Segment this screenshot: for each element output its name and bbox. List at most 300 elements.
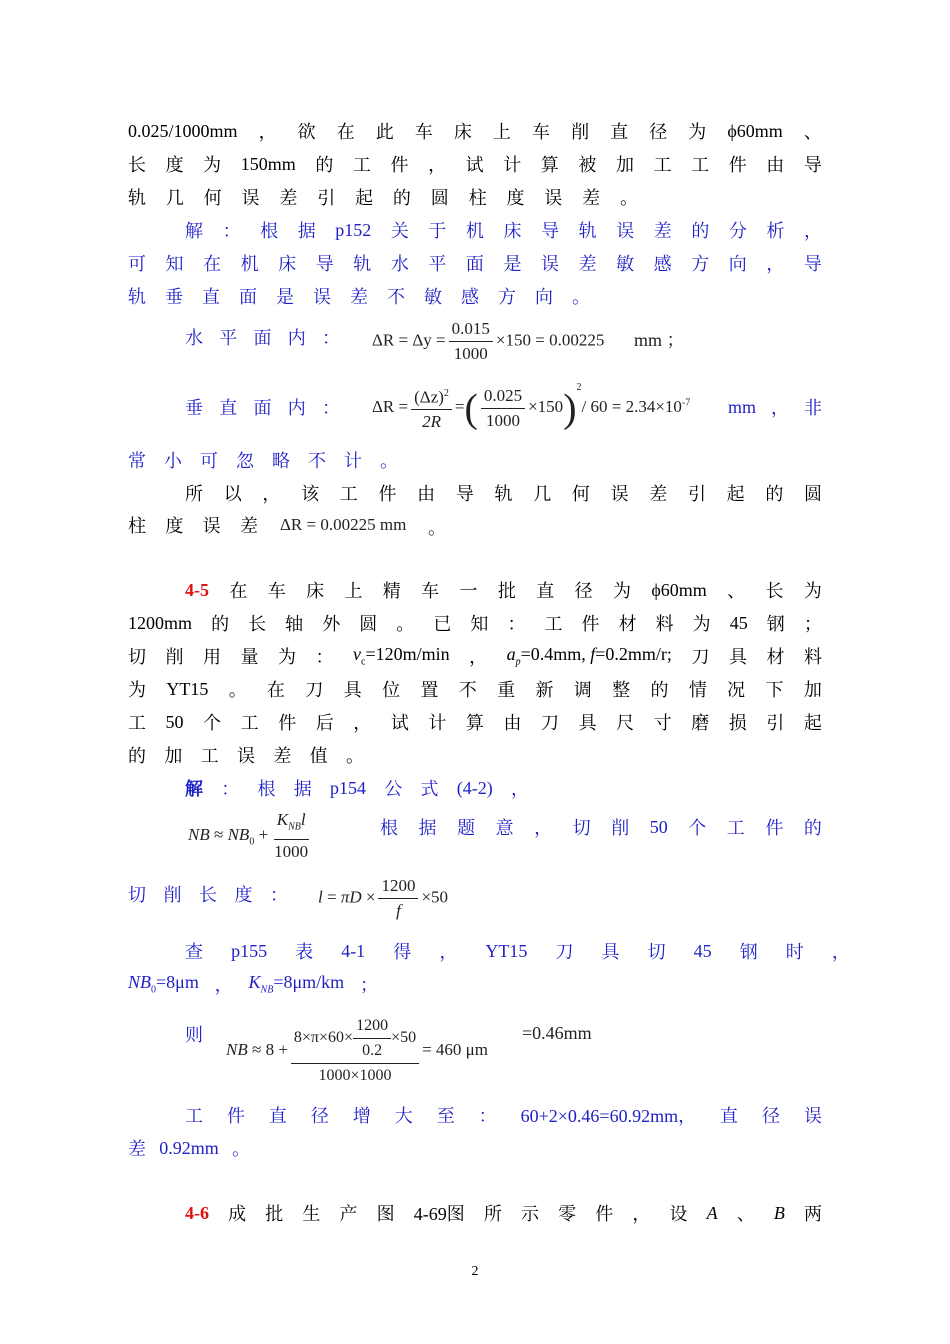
text-token: 尺 <box>616 713 635 733</box>
text-token: 所 <box>483 1204 502 1224</box>
text-token: 直 <box>268 1106 287 1126</box>
text-token: 批 <box>497 581 516 601</box>
text-token: 件 <box>378 484 397 504</box>
text-token: 刀 <box>555 942 574 962</box>
wear-formula: NB ≈ 8 + 8×π×60× $\frac{1200}{0.2}$ ×50 1000×1000 = 460 μm <box>226 1017 489 1084</box>
text-token: 试 <box>390 713 409 733</box>
text-token: 直 <box>219 398 238 418</box>
text-token: 误 <box>241 188 260 208</box>
text-token: 4-69图 <box>413 1204 465 1224</box>
text-token: 工 <box>691 155 710 175</box>
text-token: 解 <box>185 221 203 241</box>
text-token: 方 <box>498 287 516 307</box>
text-token: 感 <box>461 287 479 307</box>
text-token: A <box>706 1202 718 1223</box>
text-token: 。 <box>231 1139 250 1159</box>
text-token: 导 <box>803 254 822 274</box>
text-token: 被 <box>578 155 597 175</box>
text-token: ， <box>831 942 850 962</box>
solution-line <box>128 282 590 310</box>
text-token: 式 <box>420 779 439 799</box>
text-token: 垂 <box>165 287 183 307</box>
text-token: 差 <box>653 221 672 241</box>
text-token: 析 <box>766 221 785 241</box>
text-token: 机 <box>240 254 259 274</box>
text-token: 刀 <box>691 647 710 667</box>
text-token: 。 <box>396 614 415 634</box>
text-token: 不 <box>458 680 477 700</box>
text-token: 件 <box>595 1204 614 1224</box>
text-token: 加 <box>615 155 634 175</box>
text-token: 两 <box>804 1204 822 1224</box>
text-token: 件 <box>278 713 297 733</box>
text-token: 差 <box>649 484 668 504</box>
text-token: 新 <box>535 680 554 700</box>
text-token: ： <box>507 614 526 634</box>
text-token: 工 <box>200 746 219 766</box>
text-token: 、 <box>727 581 746 601</box>
text-token: 、 <box>736 1204 755 1224</box>
text-token: 。 <box>345 746 364 766</box>
text-token: 方 <box>691 254 710 274</box>
text-token: 60+2×0.46=60.92mm， <box>520 1106 697 1126</box>
text-token: 试 <box>465 155 484 175</box>
page-number: 2 <box>471 1264 479 1279</box>
problem-text-line: 切 削 用 量 为 ： $v_c=120m/\min$ ， $a_p=0.4mm$, f=0.2mm/r; 刀 具 材 料 <box>128 644 822 668</box>
text-token: 非 <box>803 398 822 418</box>
text-token: 轴 <box>285 614 304 634</box>
text-token: 该 <box>301 484 320 504</box>
text-token: 面 <box>253 328 272 348</box>
text-token: ： <box>322 398 340 418</box>
text-token: 据 <box>297 221 316 241</box>
text-token: 内 <box>287 398 306 418</box>
problem-number: 4-5 <box>185 579 209 600</box>
text-token: 切 <box>128 647 146 667</box>
text-token: 批 <box>265 1204 284 1224</box>
text-token: ， <box>439 942 458 962</box>
text-token: 几 <box>533 484 552 504</box>
text-token: 知 <box>470 614 489 634</box>
solution-line <box>380 813 822 841</box>
text-token: 工 <box>653 155 672 175</box>
text-token: 个 <box>203 713 222 733</box>
text-token: 大 <box>394 1106 413 1126</box>
text-token: 误 <box>202 516 221 536</box>
text-token: 平 <box>428 254 447 274</box>
text-token: 于 <box>428 221 447 241</box>
text-token: 零 <box>558 1204 577 1224</box>
text-token: mm <box>728 396 757 417</box>
text-token: 算 <box>540 155 559 175</box>
text-token: 车 <box>267 581 286 601</box>
text-token: 床 <box>453 122 472 142</box>
solution-line <box>185 1101 822 1129</box>
text-token: 工 <box>339 484 358 504</box>
text-token: ： <box>221 779 240 799</box>
text-token: 长 <box>199 885 217 905</box>
text-token: 的 <box>691 221 710 241</box>
text-token: 床 <box>503 221 522 241</box>
nb-formula: NB ≈ $NB_0$ + $\frac{K_{NB}l}{1000}$ <box>188 810 309 862</box>
text-token: 面 <box>253 398 272 418</box>
text-token: 的 <box>315 155 334 175</box>
solution-line: 则 <box>185 1025 203 1045</box>
text-token: 图 <box>376 1204 395 1224</box>
text-token: 差 <box>279 188 298 208</box>
text-token: 据 <box>293 779 312 799</box>
solution-line <box>128 249 822 277</box>
text-token: ， <box>534 818 553 838</box>
conclusion-end: 。 <box>428 518 446 538</box>
text-token: 值 <box>309 746 328 766</box>
problem-text-line <box>128 117 822 145</box>
text-token: 导 <box>315 254 334 274</box>
text-token: 车 <box>532 122 551 142</box>
text-token: 件 <box>226 1106 245 1126</box>
text-token: 水 <box>185 328 203 348</box>
text-token: ， <box>258 122 277 142</box>
text-token: 。 <box>380 451 398 471</box>
text-token: 削 <box>163 885 182 905</box>
text-token: 直 <box>720 1106 739 1126</box>
conclusion-line <box>185 479 822 507</box>
solution-line <box>185 216 822 244</box>
text-token: (4-2) <box>456 777 493 798</box>
text-token: 差 <box>350 287 368 307</box>
text-token: ， <box>353 713 372 733</box>
text-token: 起 <box>355 188 374 208</box>
text-token: 切 <box>128 885 146 905</box>
text-token: 不 <box>387 287 405 307</box>
horizontal-label <box>185 323 340 351</box>
text-token: ： <box>478 1106 497 1126</box>
text-token: 具 <box>343 680 362 700</box>
text-token: 起 <box>803 713 822 733</box>
text-token: 长 <box>128 155 146 175</box>
text-token: 小 <box>164 451 182 471</box>
text-token: 工 <box>185 1106 203 1126</box>
text-token: 柱 <box>468 188 487 208</box>
problem-text-line <box>128 183 638 211</box>
text-token: 径 <box>649 122 668 142</box>
text-token: 轨 <box>494 484 513 504</box>
text-token: 整 <box>612 680 631 700</box>
text-token: 欲 <box>297 122 316 142</box>
text-token: 已 <box>433 614 452 634</box>
text-token: 可 <box>128 254 146 274</box>
text-token: 件 <box>390 155 409 175</box>
text-token: 度 <box>165 516 184 536</box>
text-token: 精 <box>382 581 401 601</box>
text-token: 床 <box>278 254 297 274</box>
text-token: 0.92mm <box>159 1137 219 1158</box>
text-token: 何 <box>571 484 590 504</box>
text-token: 为 <box>692 614 711 634</box>
solution-line <box>128 1134 250 1162</box>
text-token: YT15 <box>166 678 209 699</box>
problem-text-line <box>128 609 822 637</box>
vertical-formula: ΔR = $\frac{(\Delta z)^2}{2R}$ =( $\frac{0.025}{1000}$ ×150)$^2$/ $60 = 2.34\times 10^{-7}$ <box>372 382 691 432</box>
problem-text-line <box>128 150 822 178</box>
horizontal-formula: ΔR = Δy = $\frac{0.015}{1000}$ ×150 = 0.00225 <box>372 319 605 363</box>
text-token: 材 <box>766 647 785 667</box>
text-token: 。 <box>228 680 247 700</box>
text-token: 径 <box>310 1106 329 1126</box>
text-token: 此 <box>375 122 394 142</box>
text-token: 车 <box>421 581 440 601</box>
text-token: 件 <box>765 818 784 838</box>
text-token: 外 <box>322 614 341 634</box>
text-token: 具 <box>578 713 597 733</box>
text-token: 情 <box>688 680 707 700</box>
text-token: 计 <box>344 451 362 471</box>
text-token: 面 <box>465 254 484 274</box>
text-token: 略 <box>272 451 290 471</box>
text-token: 轨 <box>578 221 597 241</box>
text-token: 况 <box>727 680 746 700</box>
solution-line <box>185 937 850 965</box>
text-token: 可 <box>200 451 218 471</box>
text-token: 敏 <box>616 254 635 274</box>
horizontal-unit: mm ； <box>634 330 685 350</box>
text-token: 圆 <box>430 188 449 208</box>
text-token: 柱 <box>128 516 146 536</box>
text-token: 感 <box>653 254 672 274</box>
text-token: ， <box>262 484 281 504</box>
text-token: 误 <box>313 287 331 307</box>
text-token: 的 <box>765 484 784 504</box>
text-token: 直 <box>202 287 220 307</box>
text-token: 查 <box>185 942 203 962</box>
text-token: 误 <box>541 254 560 274</box>
text-token: 。 <box>572 287 590 307</box>
text-token: 切 <box>572 818 591 838</box>
text-token: 据 <box>418 818 437 838</box>
solution-line: 解 ： 根 据 p154 公 式 (4-2) ， <box>185 774 529 802</box>
text-token: 算 <box>465 713 484 733</box>
text-token: 圆 <box>359 614 378 634</box>
text-token: 误 <box>803 1106 822 1126</box>
text-token: 45 <box>729 612 748 633</box>
text-token: 度 <box>165 155 184 175</box>
text-token: p154 <box>330 777 366 798</box>
text-token: 件 <box>728 155 747 175</box>
text-token: 50 <box>649 816 668 837</box>
problem-text-line <box>128 741 364 769</box>
text-token: 轨 <box>128 287 146 307</box>
text-token: 用 <box>203 647 221 667</box>
text-token: 关 <box>390 221 409 241</box>
text-token: 起 <box>726 484 745 504</box>
text-token: 具 <box>728 647 747 667</box>
text-token: ： <box>315 647 334 667</box>
wear-result: =0.46mm <box>522 1023 592 1043</box>
text-token: 的 <box>392 188 411 208</box>
text-token: 向 <box>535 287 553 307</box>
text-token: 上 <box>492 122 511 142</box>
text-token: 工 <box>352 155 371 175</box>
text-token: 的 <box>211 614 230 634</box>
text-token: 导 <box>455 484 474 504</box>
text-token: 削 <box>571 122 590 142</box>
text-token: 圆 <box>804 484 822 504</box>
text-token: 产 <box>339 1204 358 1224</box>
text-token: p152 <box>335 219 372 240</box>
text-token: 45 <box>693 940 712 961</box>
text-token: 时 <box>785 942 804 962</box>
problem-4-6-line <box>185 1199 822 1227</box>
text-token: 寸 <box>653 713 672 733</box>
text-token: YT15 <box>485 940 528 961</box>
text-token: 1200mm <box>128 612 193 633</box>
text-token: 根 <box>260 221 279 241</box>
text-token: 由 <box>503 713 522 733</box>
text-token: 削 <box>165 647 184 667</box>
text-token: 床 <box>306 581 325 601</box>
problem-text-line <box>128 708 822 736</box>
text-token: ϕ60mm <box>727 120 783 141</box>
text-token: 一 <box>459 581 478 601</box>
text-token: 直 <box>610 122 629 142</box>
text-token: 引 <box>687 484 706 504</box>
text-token: ： <box>222 221 241 241</box>
text-token: 敏 <box>424 287 442 307</box>
text-token: 重 <box>497 680 516 700</box>
text-token: 为 <box>128 680 146 700</box>
conclusion-line <box>128 511 258 539</box>
text-token: 计 <box>428 713 447 733</box>
text-token: 削 <box>611 818 630 838</box>
text-token: 加 <box>803 680 822 700</box>
text-token: 计 <box>503 155 522 175</box>
text-token: 分 <box>728 221 747 241</box>
text-token: 引 <box>766 713 785 733</box>
text-token: 生 <box>302 1204 321 1224</box>
text-token: 示 <box>521 1204 539 1224</box>
text-token: 置 <box>420 680 439 700</box>
text-token: 钢 <box>739 942 758 962</box>
conclusion-formula: ΔR = 0.00225 mm <box>280 515 407 534</box>
text-token: ， <box>510 779 529 799</box>
cutting-length-formula: l = πD × $\frac{1200}{f}$ ×50 <box>318 876 449 920</box>
text-token: B <box>773 1202 785 1223</box>
text-token: 切 <box>647 942 666 962</box>
text-token: 的 <box>128 746 146 766</box>
text-token: 在 <box>336 122 355 142</box>
text-token: 工 <box>240 713 259 733</box>
text-token: 增 <box>352 1106 371 1126</box>
text-token: 轨 <box>128 188 146 208</box>
text-token: ϕ60mm <box>651 579 707 600</box>
text-token: 误 <box>236 746 255 766</box>
text-token: 0.025/1000mm <box>128 120 238 141</box>
text-token: 度 <box>506 188 525 208</box>
text-token: 量 <box>240 647 259 667</box>
cutting-length-label <box>128 880 288 908</box>
text-token: 损 <box>728 713 747 733</box>
text-token: 为 <box>688 122 707 142</box>
text-token: 垂 <box>185 398 203 418</box>
text-token: 磨 <box>691 713 710 733</box>
text-token: 根 <box>257 779 276 799</box>
text-token: 至 <box>436 1106 455 1126</box>
text-token: 钢 <box>766 614 785 634</box>
text-token: 车 <box>414 122 433 142</box>
text-token: 在 <box>267 680 286 700</box>
text-token: 50 <box>165 711 184 732</box>
text-token: 导 <box>803 155 822 175</box>
text-token: 在 <box>203 254 222 274</box>
text-token: 为 <box>612 581 631 601</box>
text-token: ： <box>322 328 340 348</box>
text-token: 由 <box>766 155 785 175</box>
vertical-tail <box>728 393 822 421</box>
text-token: ， <box>804 221 822 241</box>
text-token: 不 <box>308 451 326 471</box>
text-token: 由 <box>417 484 436 504</box>
text-token: 以 <box>223 484 242 504</box>
text-token: 调 <box>573 680 592 700</box>
text-token: 水 <box>390 254 409 274</box>
text-token: 为 <box>278 647 296 667</box>
text-token: 成 <box>228 1204 247 1224</box>
text-token: ， <box>766 254 785 274</box>
text-token: 工 <box>544 614 563 634</box>
text-token: 件 <box>581 614 600 634</box>
text-token: 轨 <box>353 254 372 274</box>
text-token: 设 <box>669 1204 688 1224</box>
text-token: 误 <box>610 484 629 504</box>
problem-4-5-line <box>185 576 822 604</box>
text-token: 表 <box>295 942 314 962</box>
text-token: 根 <box>380 818 398 838</box>
text-token: 150mm <box>240 153 296 174</box>
text-token: 长 <box>248 614 267 634</box>
text-token: 下 <box>765 680 784 700</box>
text-token: 刀 <box>305 680 324 700</box>
text-token: 后 <box>315 713 334 733</box>
text-token: p155 <box>231 940 268 961</box>
text-token: 向 <box>728 254 747 274</box>
text-token: 、 <box>803 122 822 142</box>
text-token: 何 <box>203 188 222 208</box>
text-token: 工 <box>128 713 146 733</box>
text-token: 题 <box>457 818 476 838</box>
vertical-label <box>185 393 340 421</box>
text-token: 在 <box>229 581 248 601</box>
text-token: 导 <box>541 221 560 241</box>
text-token: 刀 <box>541 713 560 733</box>
text-token: 位 <box>382 680 401 700</box>
text-token: ， <box>632 1204 651 1224</box>
text-token: 机 <box>465 221 484 241</box>
text-token: 直 <box>536 581 555 601</box>
text-token: 是 <box>503 254 522 274</box>
text-token: 个 <box>688 818 707 838</box>
text-token: 的 <box>650 680 669 700</box>
solution-line <box>128 446 398 474</box>
text-token: 几 <box>165 188 184 208</box>
text-token: 差 <box>578 254 597 274</box>
text-token: 常 <box>128 451 146 471</box>
text-token: 工 <box>726 818 745 838</box>
text-token: 具 <box>601 942 620 962</box>
text-token: ： <box>270 885 288 905</box>
text-token: 公 <box>384 779 403 799</box>
text-token: 差 <box>128 1139 146 1159</box>
text-token: 差 <box>273 746 292 766</box>
